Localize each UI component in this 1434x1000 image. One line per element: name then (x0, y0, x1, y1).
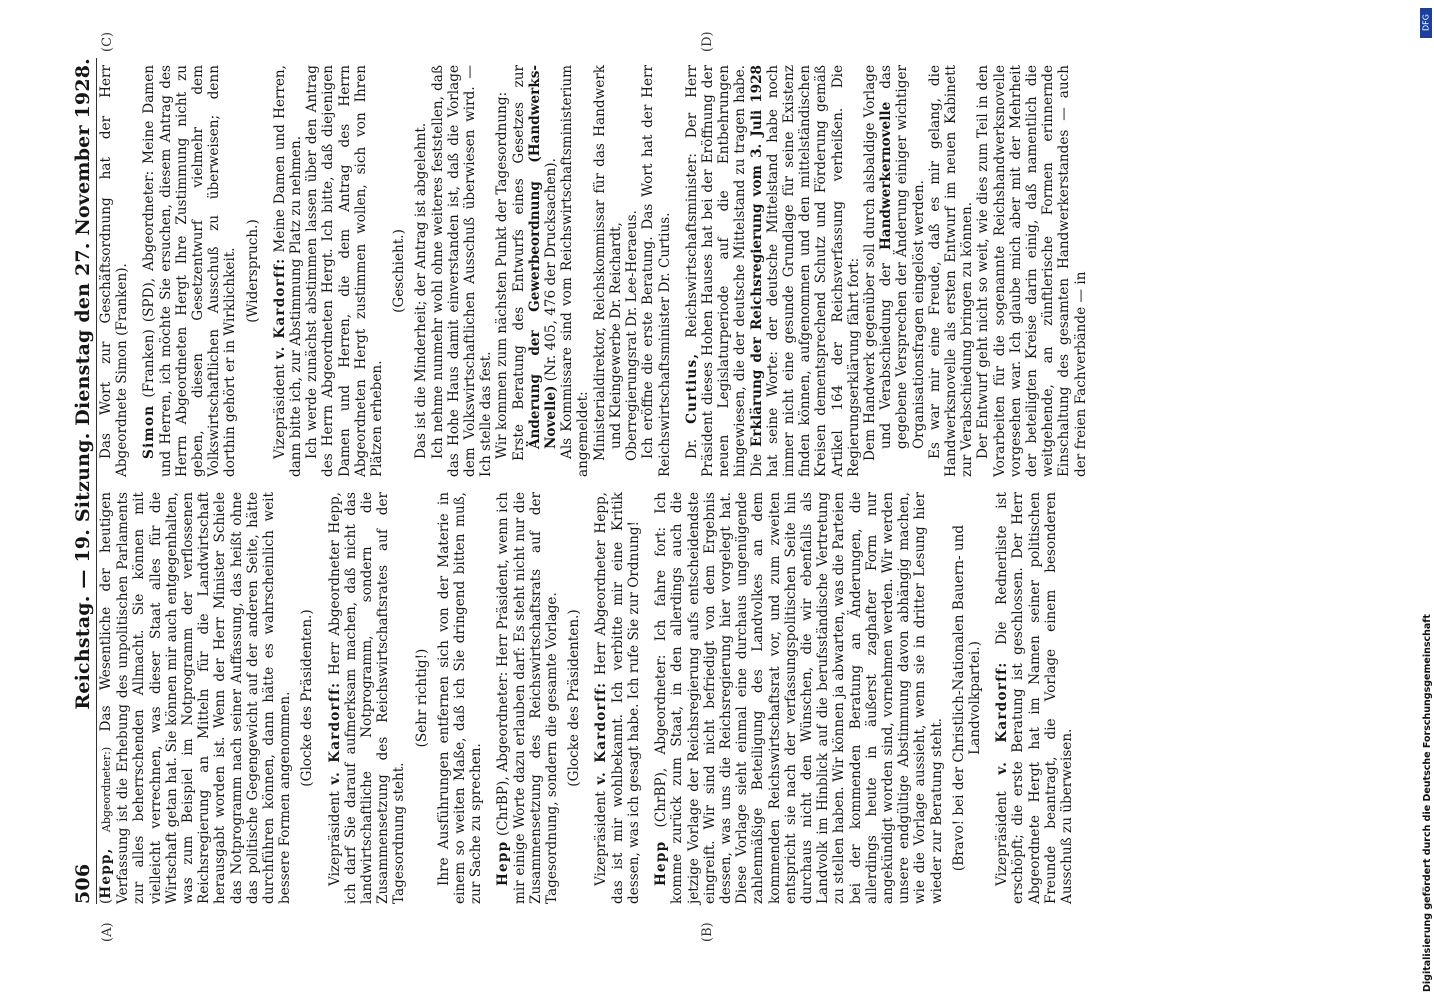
speaker-name: v. Kardorff: (271, 257, 288, 360)
running-title: Reichstag. — 19. Sitzung. Dienstag den 27. November 1928. (72, 58, 94, 710)
paragraph (327, 492, 408, 904)
paragraph-text: Herr Abgeordneter Hepp, ich darf Sie darauf aufmerksam machen, daß nicht das landwirtschaftliche Notprogramm, sondern die Zusammensetzung des Reichswirtschaftsrates auf der Tagesordnung steht. (326, 492, 408, 904)
agenda-text: Erste Beratung des Entwurfs eines Gesetzes zur (510, 65, 527, 461)
paragraph (653, 492, 945, 904)
speaker-name: v. Kardorff: (326, 681, 343, 785)
stage-direction: (Bravo! bei der Christlich-Nationalen Bauern- und Landvolkpartei.) (950, 524, 983, 872)
speaker-prefix: Vizepräsident (271, 364, 288, 459)
paragraph: Wir kommen zum nächsten Punkt der Tagesordnung: (494, 91, 511, 459)
speaker-name: Hepp (653, 840, 670, 886)
paragraph: Das Wort zur Geschäftsordnung hat der Herr Abgeordnete Simon (Franken). (98, 65, 131, 477)
paragraph (593, 492, 642, 904)
stage-direction: (Geschieht.) (391, 229, 408, 313)
paragraph (495, 492, 560, 904)
paragraph-text: (ChrBP), Abgeordneter: Herr Präsident, wenn ich mir einige Worte dazu erlauben darf: Es steht nicht nur die Zusammensetzung des Reichswirtschaftsrats auf der Tagesordnung, sondern die gesamte Vorlage. (495, 492, 561, 904)
paragraph (684, 65, 862, 477)
right-column (98, 65, 1089, 477)
paragraph-text: Das Wesentliche der heutigen Verfassung ist die Erhebung des unpolitischen Parlaments zur alles beherrschenden Allmacht. Sie können mit vielleicht verrechnen, was dieser Staat alles für die Wirtschaft getan hat. Sie können mir auch entgegenhalten, was zum Beispiel im Notprogramm der verflossenen Reichsregierung an Mitteln für die Landwirtschaft herausgabt worden ist. Wenn der Herr Minister Schiele das Notprogramm nach seiner Auffassung, das heißt ohne das politische Gegengewicht auf der anderen Seite, hätte durchführen können, dann hätte es wahrscheinlich weit bessere Formen angenommen. (98, 491, 294, 904)
quote-text: das gegebene Versprechen der Änderung einiger wichtiger Organisationsfragen eingelöst werden. (878, 64, 927, 449)
paragraph: Ich werde zunächst abstimmen lassen über den Antrag des Herrn Abgeordneten Hergt. Ich bitte, daß diejenigen Damen und Herren, die dem Antrag des Herrn Abgeordneten Hergt zustimmen wollen, sich von Ihren Plätzen erheben. (304, 65, 386, 477)
paragraph: Es war mir eine Freude, daß es mir gelang, die Handwerksnovelle als ersten Entwurf im neuen Kabinett zur Verabschiedung bringen zu können. (926, 65, 976, 477)
speaker-name: Simon (141, 404, 158, 459)
margin-marker-b: (B) (700, 922, 715, 942)
speaker-name: v. Kardorff: (593, 681, 610, 785)
paragraph-text: (Franken) (SPD), Abgeordneter: Meine Damen und Herren, ich möchte Sie ersuchen, diesem Antrag des Herrn Abgeordneten Hergt Ihre Zustimmung nicht zu geben, diesen Gesetzentwurf vielmehr dem Volkswirtschaftlichen Ausschuß zu überweisen; denn dorthin gehört er in Wirklichkeit. (141, 64, 239, 477)
speaker-role: Abgeordneter:) (100, 746, 113, 833)
paragraph: Das ist die Minderheit; der Antrag ist abgelehnt. (413, 122, 430, 459)
stage-direction: (Glocke des Präsidenten.) (299, 609, 316, 787)
paragraph: (Hepp, Abgeordneter:) Das Wesentliche der heutigen Verfassung ist die Erhebung des unpolitischen Parlaments zur alles beherrschenden Allmacht. Sie können mit vielleicht verrechnen, was dieser Staat alles für die Wirtschaft getan hat. Sie können mir auch entgegenhalten, was zum Beispiel im Notprogramm der verflossenen Reichsregierung an Mitteln für die Landwirtschaft herausgabt worden ist. Wenn der Herr Minister Schiele das Notprogramm nach seiner Auffassung, das heißt ohne das politische Gegengewicht auf der anderen Seite, hätte durchführen können, dann hätte es wahrscheinlich weit bessere Formen angenommen. (98, 491, 294, 904)
margin-marker-c: (C) (100, 31, 115, 52)
digitization-credit: Digitalisierung gefördert durch die Deutsche Forschungsgemeinschaft (1422, 614, 1433, 992)
paragraph-text: Herr Abgeordneter Hepp, das ist mir wohlbekannt. Ich verbitte mir eine Kritik dessen, was ich gesagt habe. Ich rufe Sie zur Ordnung! (593, 492, 642, 904)
speaker-name: v. Kardorff: (994, 661, 1011, 775)
paragraph: Ich nehme nunmehr wohl ohne weiteres feststellen, daß das Hohe Haus damit einverstanden ist, daß die Vorlage dem Volkswirtschaftlichen Ausschuß überwiesen wird. — Ich stelle das fest. (429, 65, 495, 477)
stage-direction: (Widerspruch.) (244, 219, 261, 323)
paragraph-text: Reichswirtschaftsminister: Der Herr Präsident dieses Hohen Hauses hat bei der Eröffnung der neuen Legislaturperiode auf die Entbehrungen hingewiesen, die der deutsche Mittelstand zu tragen habe. Die (683, 65, 765, 477)
speaker-name: Hepp, (98, 847, 114, 899)
emphasis-text: Erklärung der Reichsregierung vom 3. Juli 1928 (748, 64, 765, 447)
left-column (98, 492, 1075, 904)
agenda-item (511, 65, 560, 477)
paragraph: Ich eröffne die erste Beratung. Das Wort hat der Herr Reichswirtschaftsminister Dr. Curtius. (640, 65, 673, 477)
emphasis-text: Handwerkernovelle (878, 101, 895, 251)
agenda-title: Änderung der Gewerbeordnung (Handwerks-Novelle) (526, 65, 560, 449)
dfg-logo: DFG (1420, 8, 1432, 38)
paragraph-text: Die Rednerliste ist erschöpft; die erste Beratung ist geschlossen. Der Herr Abgeordnete Hergt hat im Namen seiner politischen Freunde beantragt, die Vorlage einem besonderen Ausschuß zu überweisen. (994, 492, 1075, 904)
margin-marker-d: (D) (700, 31, 715, 52)
page-header (72, 58, 97, 904)
page-number: 506 (72, 863, 94, 904)
paragraph: Der Entwurf geht nicht so weit, wie dies zum Teil in den Vorarbeiten für die sogenannte Reichshandwerksnovelle vorgesehen war. Ich glaube mich aber mit der Mehrheit der beteiligten Kreise darin einig, daß namentlich die weitgehende, an zünftlerische Formen erinnernde Einschaltung des gesamten Handwerkerstandes — auch der freien Fachverbände — in (975, 65, 1089, 477)
speaker-prefix: Vizepräsident (326, 791, 343, 886)
paragraph (141, 65, 238, 477)
speaker-name: Hepp (495, 840, 512, 886)
quoted-block (862, 65, 927, 477)
commissioner-entry: Oberregierungsrat Dr. Lee-Heraeus. (624, 210, 641, 461)
margin-marker-a: (A) (100, 922, 115, 942)
commissioner-entry: Ministerialdirektor, Reichskommissar für das Handwerk und Kleingewerbe Dr. Reichardt, (591, 65, 624, 461)
speaker-prefix: Vizepräsident (593, 791, 610, 886)
stage-direction: (Sehr richtig!) (413, 648, 430, 748)
paragraph (994, 492, 1075, 904)
paragraph-text: (ChrBP), Abgeordneter: Ich fahre fort: Ich komme zurück zum Staat, in den allerdings auch die jetzige Vorlage der Reichsregierung aufs entscheidendste eingreift. Wir sind nicht befriedigt von dem Ergebnis dessen, was uns die Reichsregierung hier vorgelegt hat. Diese Vorlage sieht einmal eine durchaus ungenügende zahlenmäßige Beteiligung des Landvolkes an dem kommenden Reichswirtschaftsrat vor, und zum zweiten entspricht sie nach der verfassungspolitischen Seite hin durchaus nicht den Wünschen, die wir ebenfalls als Landvolk im Hinblick auf die berufsständische Vertretung zu stellen haben. Wir können ja abwarten, was die Parteien bei der kommenden Beratung an Änderungen, die allerdings heute in äußerst zaghafter Form nur angekündigt worden sind, vornehmen werden. Wir werden unsere endgültige Abstimmung davon abhängig machen, wie die Vorlage aussieht, wenn sie in dritter Lesung hier wieder zur Beratung steht. (653, 492, 945, 904)
speaker-prefix: Vizepräsident (994, 791, 1011, 886)
paragraph: Als Kommissare sind vom Reichswirtschaftsministerium angemeldet: (559, 65, 592, 477)
paragraph-text: Meine Damen und Herren, dann bitte ich, zur Abstimmung Platz zu nehmen. (271, 65, 305, 477)
paragraph: Ihre Ausführungen entfernen sich von der Materie in einem so weiten Maße, daß ich Sie dringend bitten muß, zur Sache zu sprechen. (435, 492, 485, 904)
agenda-ref: (Nr. 405, 476 der Drucksachen). (543, 158, 560, 382)
stage-direction: (Glocke des Präsidenten.) (566, 609, 583, 787)
speaker-name: Curtius, (683, 352, 700, 424)
speaker-prefix: Dr. (683, 438, 700, 459)
paragraph (272, 65, 304, 477)
paragraph-text: hat seine Worte: der deutsche Mittelstand habe noch immer nicht eine gesunde Grundlage für seine Existenz finden können, aufgenommen und den mittelständischen Kreisen dementsprechend Schutz und Förderung gemäß Artikel 164 der Reichsverfassung verheißen. Die Regierungserklärung fährt fort: (764, 65, 862, 477)
quote-text: Dem Handwerk gegenüber soll durch alsbaldige Vorlage und Verabschiedung der (861, 65, 895, 461)
